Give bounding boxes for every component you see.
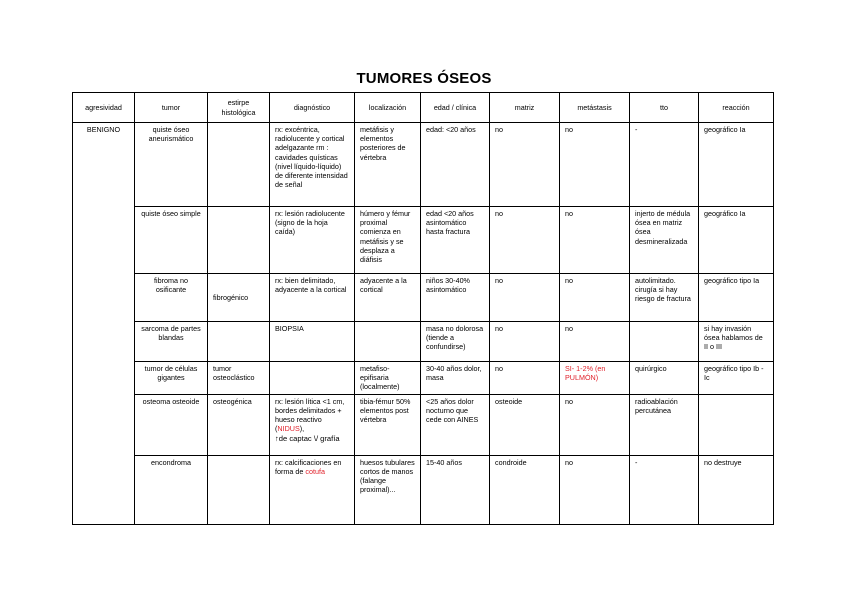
estirpe-cell <box>208 207 270 274</box>
reaccion-cell: si hay invasión ósea hablamos de II o III <box>699 322 774 362</box>
edad-cell: edad <20 años asintomático hasta fractura <box>421 207 490 274</box>
localizacion-cell: metáfisis y elementos posteriores de vértebra <box>355 123 421 207</box>
tto-cell: quirúrgico <box>630 362 699 395</box>
matriz-cell: no <box>490 322 560 362</box>
header-cell: localización <box>355 93 421 123</box>
table-row <box>73 207 774 274</box>
metastasis-cell: SI- 1-2% (en PULMÓN) <box>560 362 630 395</box>
reaccion-cell: no destruye <box>699 455 774 524</box>
header-row <box>73 93 774 123</box>
localizacion-cell: huesos tubulares cortos de manos (falange proximal)... <box>355 455 421 524</box>
header-cell: edad / clínica <box>421 93 490 123</box>
diagnostico-cell: BIOPSIA <box>270 322 355 362</box>
header-cell: metástasis <box>560 93 630 123</box>
edad-cell: masa no dolorosa (tiende a confundirse) <box>421 322 490 362</box>
tto-cell <box>630 322 699 362</box>
localizacion-cell: metafiso-epifisaria (localmente) <box>355 362 421 395</box>
matriz-cell: no <box>490 123 560 207</box>
tto-cell: radioablación percutánea <box>630 394 699 455</box>
estirpe-cell: osteogénica <box>208 394 270 455</box>
estirpe-cell: fibrogénico <box>208 274 270 322</box>
localizacion-cell <box>355 322 421 362</box>
diagnostico-cell: rx: lesión radiolucente (signo de la hoja caída) <box>270 207 355 274</box>
diagnostico-text: rx: lesión lítica <1 cm, bordes delimitados + hueso reactivo ( <box>275 396 345 434</box>
table-row <box>73 274 774 322</box>
header-cell: diagnóstico <box>270 93 355 123</box>
document-title: TUMORES ÓSEOS <box>356 70 492 87</box>
table-row <box>73 394 774 455</box>
reaccion-cell: geográfico Ia <box>699 123 774 207</box>
table-row <box>73 362 774 395</box>
header-cell: reacción <box>699 93 774 123</box>
matriz-cell: osteoide <box>490 394 560 455</box>
table-row <box>73 123 774 207</box>
metastasis-cell: no <box>560 123 630 207</box>
cotufa-highlight: cotufa <box>305 466 325 476</box>
tumor-cell: tumor de células gigantes <box>135 362 208 395</box>
metastasis-cell: no <box>560 394 630 455</box>
matriz-cell: condroide <box>490 455 560 524</box>
tumor-cell: quiste óseo simple <box>135 207 208 274</box>
localizacion-cell: tibia-fémur 50% elementos post vértebra <box>355 394 421 455</box>
header-cell: estirpe histológica <box>208 93 270 123</box>
edad-cell: <25 años dolor nocturno que cede con AINES <box>421 394 490 455</box>
table-row <box>73 455 774 524</box>
edad-cell: 30-40 años dolor, masa <box>421 362 490 395</box>
edad-cell: edad: <20 años <box>421 123 490 207</box>
edad-cell: niños 30-40% asintomático <box>421 274 490 322</box>
nidus-highlight: NIDUS <box>277 424 300 434</box>
estirpe-cell <box>208 322 270 362</box>
header-cell: agresividad <box>73 93 135 123</box>
estirpe-cell <box>208 123 270 207</box>
matriz-cell: no <box>490 274 560 322</box>
header-cell: tto <box>630 93 699 123</box>
tto-cell: - <box>630 455 699 524</box>
tumores-table <box>72 92 774 525</box>
localizacion-cell: adyacente a la cortical <box>355 274 421 322</box>
diagnostico-text: ), <box>299 424 305 434</box>
captacion-note: ↑de captac \/ grafía <box>275 433 340 443</box>
tto-cell: autolimitado. cirugía si hay riesgo de fractura <box>630 274 699 322</box>
reaccion-cell: geográfico tipo Ib - Ic <box>699 362 774 395</box>
metastasis-cell: no <box>560 207 630 274</box>
diagnostico-text: rx: calcificaciones en forma de <box>275 457 342 476</box>
tumor-cell: encondroma <box>135 455 208 524</box>
localizacion-cell: húmero y fémur proximal comienza en metáfisis y se desplaza a diáfisis <box>355 207 421 274</box>
diagnostico-cell: rx: excéntrica, radiolucente y cortical adelgazante rm : cavidades quísticas (nivel líquido-líquido) de diferente intensidad de señal <box>270 123 355 207</box>
tto-cell: - <box>630 123 699 207</box>
diagnostico-cell: rx: bien delimitado, adyacente a la cortical <box>270 274 355 322</box>
matriz-cell: no <box>490 362 560 395</box>
diagnostico-cell <box>270 362 355 395</box>
reaccion-cell <box>699 394 774 455</box>
agresividad-cell: BENIGNO <box>73 123 135 525</box>
estirpe-cell <box>208 455 270 524</box>
metastasis-cell: no <box>560 455 630 524</box>
matriz-cell: no <box>490 207 560 274</box>
reaccion-cell: geográfico tipo Ia <box>699 274 774 322</box>
table-row <box>73 322 774 362</box>
header-cell: tumor <box>135 93 208 123</box>
reaccion-cell: geográfico Ia <box>699 207 774 274</box>
diagnostico-cell <box>270 455 355 524</box>
tumor-cell: osteoma osteoide <box>135 394 208 455</box>
tto-cell: injerto de médula ósea en matriz ósea desmineralizada <box>630 207 699 274</box>
tumor-cell: fibroma no osificante <box>135 274 208 322</box>
diagnostico-cell <box>270 394 355 455</box>
tumor-cell: quiste óseo aneurismático <box>135 123 208 207</box>
estirpe-cell: tumor osteoclástico <box>208 362 270 395</box>
edad-cell: 15-40 años <box>421 455 490 524</box>
header-cell: matriz <box>490 93 560 123</box>
metastasis-cell: no <box>560 274 630 322</box>
metastasis-cell: no <box>560 322 630 362</box>
tumor-cell: sarcoma de partes blandas <box>135 322 208 362</box>
